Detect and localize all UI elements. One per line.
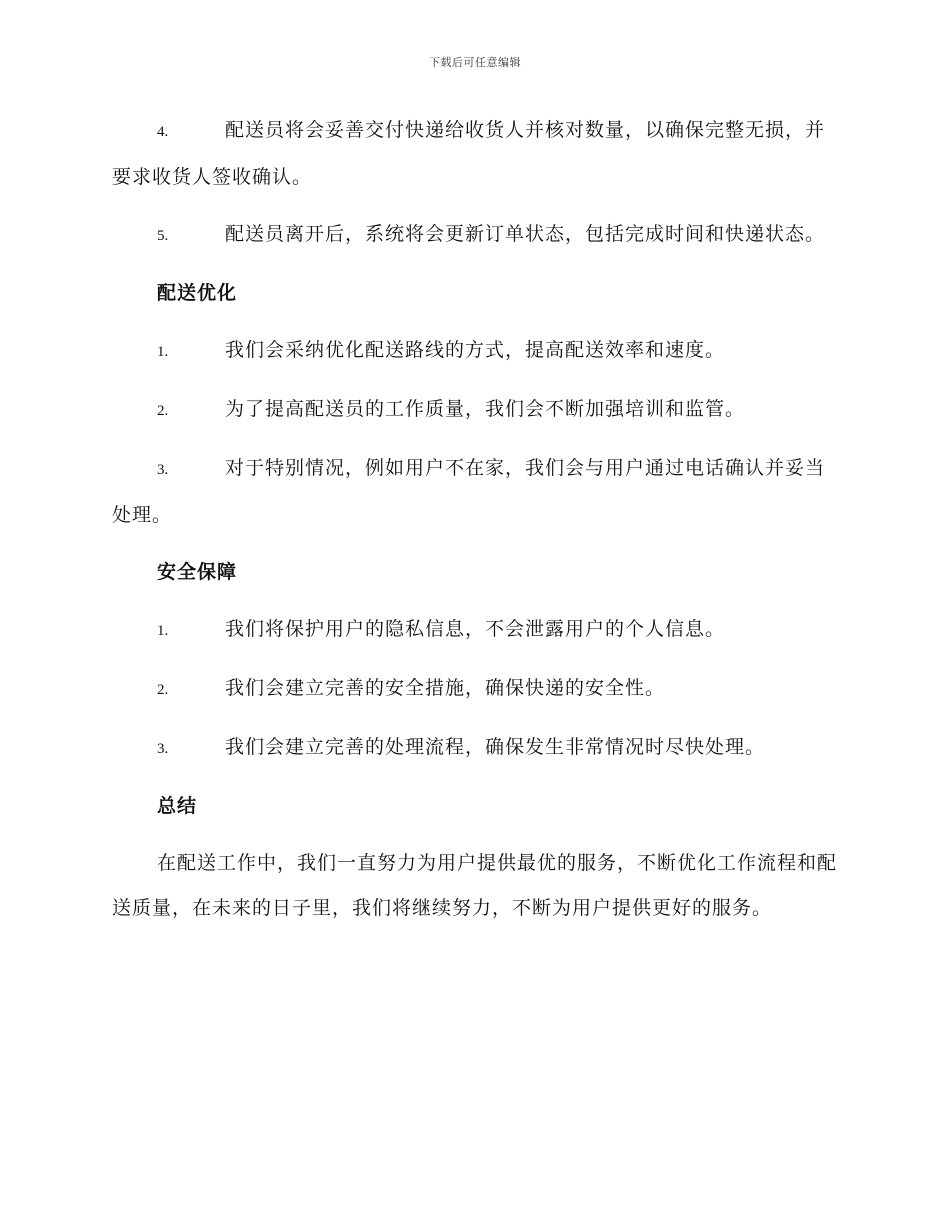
document-body: [112, 108, 842, 931]
list-item-number: 3.: [157, 462, 169, 478]
section-heading-optimization: 配送优化: [157, 282, 238, 304]
list-item: [112, 328, 842, 375]
list-item: [112, 212, 842, 259]
list-item-number: 5.: [157, 228, 169, 244]
list-item-number: 4.: [157, 124, 169, 140]
list-item-text: 我们将保护用户的隐私信息，不会泄露用户的个人信息。: [225, 618, 726, 640]
list-item: [112, 108, 842, 200]
list-item: [112, 387, 842, 434]
list-item-text: 对于特别情况，例如用户不在家，我们会与用户通过电话确认并妥当处理。: [112, 457, 826, 526]
list-item-text: 我们会建立完善的安全措施，确保快递的安全性。: [225, 677, 666, 699]
list-item: [112, 446, 842, 538]
list-item-text: 配送员将会妥善交付快递给收货人并核对数量，以确保完整无损，并要求收货人签收确认。: [112, 119, 826, 188]
section-heading-security: 安全保障: [157, 561, 238, 583]
list-item: [112, 666, 842, 713]
list-item: [112, 607, 842, 654]
list-item-text: 为了提高配送员的工作质量，我们会不断加强培训和监管。: [225, 398, 746, 420]
list-item: [112, 725, 842, 772]
list-item-text: 我们会采纳优化配送路线的方式，提高配送效率和速度。: [225, 339, 726, 361]
header-note: 下载后可任意编辑: [429, 56, 521, 69]
list-item-number: 3.: [157, 741, 169, 757]
list-item-text: 配送员离开后，系统将会更新订单状态，包括完成时间和快递状态。: [225, 223, 826, 245]
list-item-text: 我们会建立完善的处理流程，确保发生非常情况时尽快处理。: [225, 736, 766, 758]
list-item-number: 2.: [157, 403, 169, 419]
list-item-number: 1.: [157, 344, 169, 360]
list-item-number: 2.: [157, 682, 169, 698]
summary-paragraph: 在配送工作中，我们一直努力为用户提供最优的服务，不断优化工作流程和配送质量，在未来的日子里，我们将继续努力，不断为用户提供更好的服务。: [112, 852, 838, 919]
list-item-number: 1.: [157, 623, 169, 639]
section-heading-summary: 总结: [157, 795, 198, 817]
